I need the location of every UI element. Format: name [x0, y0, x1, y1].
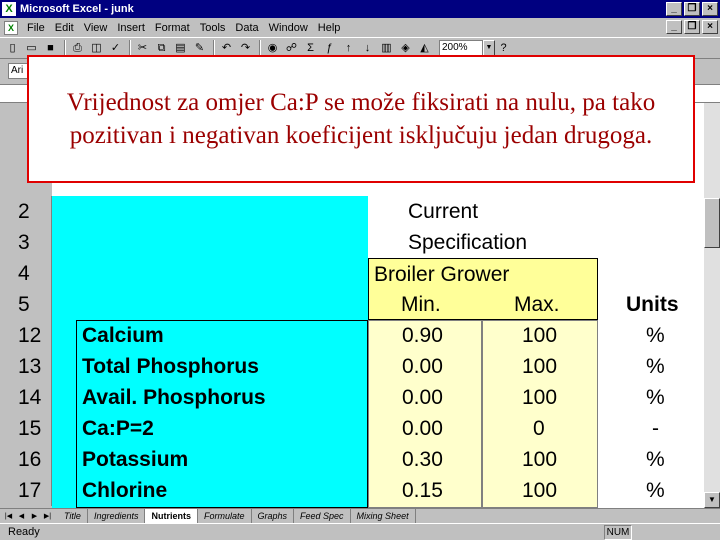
menu-help[interactable]: Help — [317, 21, 341, 34]
units-header: Units — [626, 293, 679, 316]
preview-icon[interactable]: ◫ — [91, 41, 102, 54]
tab-graphs[interactable]: Graphs — [252, 509, 295, 523]
row-number[interactable]: 14 — [0, 382, 52, 413]
vertical-scrollbar[interactable] — [704, 103, 720, 508]
current-label: Current — [408, 200, 479, 223]
units-header-cell[interactable] — [598, 289, 704, 320]
row-number[interactable]: 13 — [0, 351, 52, 382]
copy-icon[interactable]: ⧉ — [157, 41, 166, 54]
row-number[interactable]: 4 — [0, 258, 52, 289]
toolbar-separator — [259, 40, 261, 56]
web-icon[interactable]: ◉ — [267, 41, 278, 54]
nutrient-name[interactable]: Avail. Phosphorus — [82, 386, 266, 409]
min-header: Min. — [401, 293, 441, 316]
row-number[interactable]: 15 — [0, 413, 52, 444]
help-icon[interactable]: ? — [500, 41, 507, 54]
undo-icon[interactable]: ↶ — [221, 41, 232, 54]
close-button[interactable]: × — [702, 2, 718, 16]
table-row[interactable] — [0, 444, 704, 475]
tab-title[interactable]: Title — [58, 509, 88, 523]
status-bar — [0, 523, 720, 540]
min-value[interactable]: 0.90 — [402, 324, 443, 347]
paste-icon[interactable]: ▤ — [175, 41, 186, 54]
nutrient-name[interactable]: Potassium — [82, 448, 189, 471]
product-name: Broiler Grower — [374, 263, 510, 286]
min-value[interactable]: 0.00 — [402, 386, 443, 409]
menu-format[interactable]: Format — [154, 21, 190, 34]
min-value[interactable]: 0.30 — [402, 448, 443, 471]
menu-window[interactable]: Window — [268, 21, 308, 34]
table-row[interactable] — [0, 382, 704, 413]
title-bar — [0, 0, 720, 18]
window-title: Microsoft Excel - junk — [20, 3, 134, 15]
menu-view[interactable]: View — [83, 21, 108, 34]
nutrient-name[interactable]: Ca:P=2 — [82, 417, 154, 440]
new-icon[interactable]: ▯ — [9, 41, 16, 54]
drawing-icon[interactable]: ◭ — [420, 41, 429, 54]
last-tab-icon[interactable]: ▶| — [43, 512, 52, 520]
save-icon[interactable]: ■ — [47, 41, 54, 54]
tab-ingredients[interactable]: Ingredients — [88, 509, 146, 523]
unit-value[interactable]: % — [646, 386, 665, 409]
header-cyan-area — [52, 196, 368, 320]
unit-value[interactable]: % — [646, 479, 665, 502]
unit-value[interactable]: % — [646, 355, 665, 378]
row-number[interactable]: 16 — [0, 444, 52, 475]
sort-asc-icon[interactable]: ↑ — [345, 41, 352, 54]
excel-app-icon[interactable]: X — [2, 2, 16, 16]
unit-value[interactable]: % — [646, 324, 665, 347]
status-text: Ready — [8, 526, 40, 538]
menu-data[interactable]: Data — [235, 21, 259, 34]
tab-navigation — [2, 510, 54, 523]
max-value[interactable]: 100 — [522, 324, 558, 347]
table-row[interactable] — [0, 413, 704, 444]
max-value[interactable]: 100 — [522, 355, 558, 378]
prev-tab-icon[interactable]: ◀ — [18, 512, 25, 520]
min-value[interactable]: 0.15 — [402, 479, 443, 502]
max-value[interactable]: 100 — [522, 386, 558, 409]
row-number[interactable]: 5 — [0, 289, 52, 320]
product-header-cell[interactable] — [368, 258, 598, 320]
map-icon[interactable]: ◈ — [401, 41, 410, 54]
format-painter-icon[interactable]: ✎ — [194, 41, 205, 54]
table-row[interactable] — [0, 475, 704, 506]
tab-formulate[interactable]: Formulate — [198, 509, 252, 523]
toolbar-separator — [129, 40, 131, 56]
toolbar-separator — [213, 40, 215, 56]
min-value[interactable]: 0.00 — [402, 417, 443, 440]
max-value[interactable]: 0 — [533, 417, 545, 440]
redo-icon[interactable]: ↷ — [240, 41, 251, 54]
next-tab-icon[interactable]: ▶ — [31, 512, 38, 520]
doc-minimize-button[interactable]: _ — [666, 20, 682, 34]
hyperlink-icon[interactable]: ☍ — [285, 41, 298, 54]
scroll-down-icon[interactable]: ▼ — [704, 492, 720, 508]
open-icon[interactable]: ▭ — [26, 41, 37, 54]
nutrient-name[interactable]: Chlorine — [82, 479, 168, 502]
menu-edit[interactable]: Edit — [54, 21, 74, 34]
unit-value[interactable]: - — [652, 417, 659, 440]
row-number[interactable]: 3 — [0, 227, 52, 258]
tab-feed-spec[interactable]: Feed Spec — [294, 509, 351, 523]
max-value[interactable]: 100 — [522, 479, 558, 502]
callout-text: Vrijednost za omjer Ca:P se može fiksirati na nulu, pa tako pozitivan i negativan koeficijent isključuju jedan drugoga. — [66, 89, 656, 149]
document-icon[interactable]: X — [4, 21, 18, 35]
num-lock-indicator: NUM — [604, 525, 632, 540]
callout-box — [27, 55, 695, 183]
table-row[interactable] — [0, 320, 704, 351]
row-number[interactable]: 12 — [0, 320, 52, 351]
row-number[interactable]: 17 — [0, 475, 52, 506]
restore-button[interactable]: ❐ — [684, 2, 700, 16]
spell-icon[interactable]: ✓ — [110, 41, 121, 54]
sheet-tabs-bar — [0, 508, 720, 523]
tab-mixing-sheet[interactable]: Mixing Sheet — [351, 509, 416, 523]
font-name-box[interactable]: Ari — [8, 63, 38, 79]
nutrient-name[interactable]: Calcium — [82, 324, 164, 347]
unit-value[interactable]: % — [646, 448, 665, 471]
table-row[interactable] — [0, 351, 704, 382]
zoom-box[interactable]: 200% — [439, 40, 483, 56]
doc-close-button[interactable]: × — [702, 20, 718, 34]
specification-label: Specification — [408, 231, 528, 254]
current-spec-cell[interactable] — [368, 196, 598, 258]
max-header: Max. — [514, 293, 560, 316]
first-tab-icon[interactable]: |◀ — [4, 512, 13, 520]
scrollbar-thumb[interactable] — [704, 198, 720, 248]
function-icon[interactable]: ƒ — [326, 41, 333, 54]
menu-file[interactable]: File — [27, 21, 45, 34]
cut-icon[interactable]: ✂ — [137, 41, 148, 54]
min-value[interactable]: 0.00 — [402, 355, 443, 378]
tab-nutrients[interactable]: Nutrients — [145, 509, 198, 523]
max-value[interactable]: 100 — [522, 448, 558, 471]
chevron-down-icon[interactable]: ▼ — [483, 40, 495, 56]
nutrient-name[interactable]: Total Phosphorus — [82, 355, 259, 378]
row-number[interactable]: 2 — [0, 196, 52, 227]
menu-insert[interactable]: Insert — [117, 21, 145, 34]
autosum-icon[interactable]: Σ — [307, 41, 314, 54]
doc-restore-button[interactable]: ❐ — [684, 20, 700, 34]
toolbar-separator — [64, 40, 66, 56]
print-icon[interactable]: ⎙ — [73, 41, 82, 54]
menu-bar — [0, 18, 720, 37]
sort-desc-icon[interactable]: ↓ — [364, 41, 371, 54]
chart-wizard-icon[interactable]: ▥ — [381, 41, 392, 54]
minimize-button[interactable]: _ — [666, 2, 682, 16]
menu-tools[interactable]: Tools — [199, 21, 226, 34]
